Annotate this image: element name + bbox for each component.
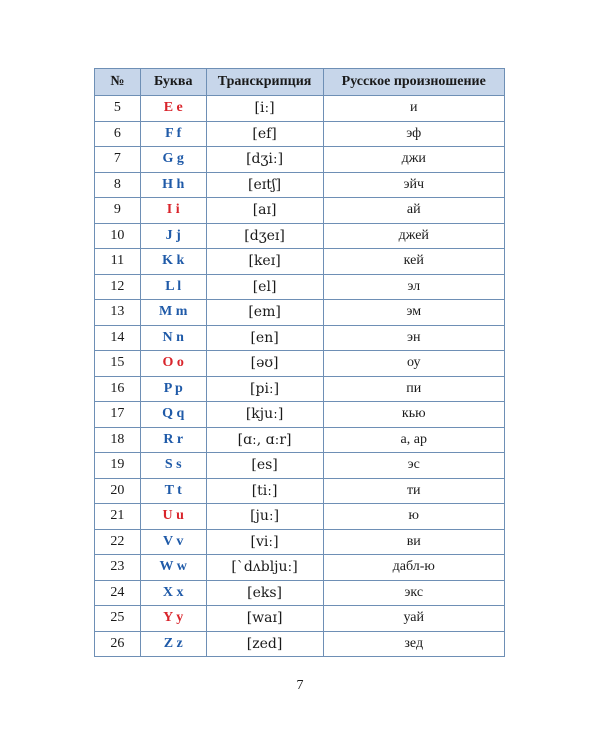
row-number: 20 xyxy=(95,478,141,504)
row-pronunciation: эн xyxy=(323,325,505,351)
row-transcription: [viː] xyxy=(206,529,323,555)
header-pronunciation: Русское произношение xyxy=(323,69,505,96)
row-pronunciation: эл xyxy=(323,274,505,300)
row-pronunciation: дабл-ю xyxy=(323,555,505,581)
row-pronunciation: экс xyxy=(323,580,505,606)
row-pronunciation: и xyxy=(323,96,505,122)
row-letter: O o xyxy=(140,351,206,377)
row-number: 15 xyxy=(95,351,141,377)
table-row xyxy=(95,376,505,402)
row-number: 13 xyxy=(95,300,141,326)
row-number: 5 xyxy=(95,96,141,122)
table-row xyxy=(95,402,505,428)
row-number: 18 xyxy=(95,427,141,453)
row-letter: V v xyxy=(140,529,206,555)
row-pronunciation: зед xyxy=(323,631,505,657)
row-pronunciation: эм xyxy=(323,300,505,326)
row-number: 19 xyxy=(95,453,141,479)
row-pronunciation: пи xyxy=(323,376,505,402)
row-pronunciation: оу xyxy=(323,351,505,377)
row-transcription: [en] xyxy=(206,325,323,351)
row-letter: H h xyxy=(140,172,206,198)
header-letter: Буква xyxy=(140,69,206,96)
table-row xyxy=(95,300,505,326)
row-transcription: [eɪtʃ] xyxy=(206,172,323,198)
row-transcription: [piː] xyxy=(206,376,323,402)
table-row xyxy=(95,478,505,504)
row-number: 9 xyxy=(95,198,141,224)
header-transcription: Транскрипция xyxy=(206,69,323,96)
table-row xyxy=(95,453,505,479)
row-number: 14 xyxy=(95,325,141,351)
row-letter: P p xyxy=(140,376,206,402)
row-transcription: [es] xyxy=(206,453,323,479)
row-number: 7 xyxy=(95,147,141,173)
row-pronunciation: эф xyxy=(323,121,505,147)
row-transcription: [əʊ] xyxy=(206,351,323,377)
row-pronunciation: а, ар xyxy=(323,427,505,453)
row-number: 25 xyxy=(95,606,141,632)
table-row xyxy=(95,121,505,147)
row-letter: N n xyxy=(140,325,206,351)
row-letter: U u xyxy=(140,504,206,530)
table-row xyxy=(95,249,505,275)
row-letter: E e xyxy=(140,96,206,122)
row-pronunciation: уай xyxy=(323,606,505,632)
table-row xyxy=(95,606,505,632)
row-number: 26 xyxy=(95,631,141,657)
table-row xyxy=(95,631,505,657)
row-letter: I i xyxy=(140,198,206,224)
row-transcription: [dʒeɪ] xyxy=(206,223,323,249)
row-letter: L l xyxy=(140,274,206,300)
table-row xyxy=(95,223,505,249)
alphabet-table xyxy=(94,68,505,657)
table-row xyxy=(95,325,505,351)
table-row xyxy=(95,147,505,173)
row-transcription: [aɪ] xyxy=(206,198,323,224)
row-transcription: [el] xyxy=(206,274,323,300)
row-letter: W w xyxy=(140,555,206,581)
row-letter: Y y xyxy=(140,606,206,632)
table-header-row xyxy=(95,69,505,96)
row-transcription: [keɪ] xyxy=(206,249,323,275)
table-row xyxy=(95,555,505,581)
row-letter: Z z xyxy=(140,631,206,657)
table-row xyxy=(95,529,505,555)
row-transcription: [waɪ] xyxy=(206,606,323,632)
row-number: 10 xyxy=(95,223,141,249)
table-row xyxy=(95,96,505,122)
row-letter: F f xyxy=(140,121,206,147)
row-transcription: [dʒiː] xyxy=(206,147,323,173)
row-number: 16 xyxy=(95,376,141,402)
row-letter: T t xyxy=(140,478,206,504)
row-letter: R r xyxy=(140,427,206,453)
row-pronunciation: эйч xyxy=(323,172,505,198)
table-row xyxy=(95,274,505,300)
row-pronunciation: эс xyxy=(323,453,505,479)
row-number: 11 xyxy=(95,249,141,275)
row-number: 24 xyxy=(95,580,141,606)
header-number: № xyxy=(95,69,141,96)
row-number: 21 xyxy=(95,504,141,530)
row-letter: K k xyxy=(140,249,206,275)
row-number: 22 xyxy=(95,529,141,555)
row-transcription: [iː] xyxy=(206,96,323,122)
table-row xyxy=(95,580,505,606)
row-number: 17 xyxy=(95,402,141,428)
page-number: 7 xyxy=(296,678,304,693)
row-pronunciation: ви xyxy=(323,529,505,555)
table-row xyxy=(95,198,505,224)
row-letter: S s xyxy=(140,453,206,479)
table-body xyxy=(95,96,505,657)
table-row xyxy=(95,351,505,377)
row-pronunciation: ю xyxy=(323,504,505,530)
row-transcription: [kjuː] xyxy=(206,402,323,428)
row-number: 12 xyxy=(95,274,141,300)
row-transcription: [tiː] xyxy=(206,478,323,504)
row-letter: M m xyxy=(140,300,206,326)
table-row xyxy=(95,427,505,453)
row-transcription: [ef] xyxy=(206,121,323,147)
row-transcription: [ˋdʌbljuː] xyxy=(206,555,323,581)
row-transcription: [zed] xyxy=(206,631,323,657)
row-pronunciation: кей xyxy=(323,249,505,275)
row-pronunciation: кью xyxy=(323,402,505,428)
table-row xyxy=(95,172,505,198)
row-pronunciation: ай xyxy=(323,198,505,224)
table-row xyxy=(95,504,505,530)
row-letter: Q q xyxy=(140,402,206,428)
row-transcription: [em] xyxy=(206,300,323,326)
row-transcription: [ɑː, ɑːr] xyxy=(206,427,323,453)
row-letter: J j xyxy=(140,223,206,249)
row-pronunciation: джи xyxy=(323,147,505,173)
row-number: 23 xyxy=(95,555,141,581)
row-pronunciation: ти xyxy=(323,478,505,504)
row-letter: G g xyxy=(140,147,206,173)
row-pronunciation: джей xyxy=(323,223,505,249)
row-transcription: [juː] xyxy=(206,504,323,530)
row-letter: X x xyxy=(140,580,206,606)
row-transcription: [eks] xyxy=(206,580,323,606)
row-number: 6 xyxy=(95,121,141,147)
row-number: 8 xyxy=(95,172,141,198)
